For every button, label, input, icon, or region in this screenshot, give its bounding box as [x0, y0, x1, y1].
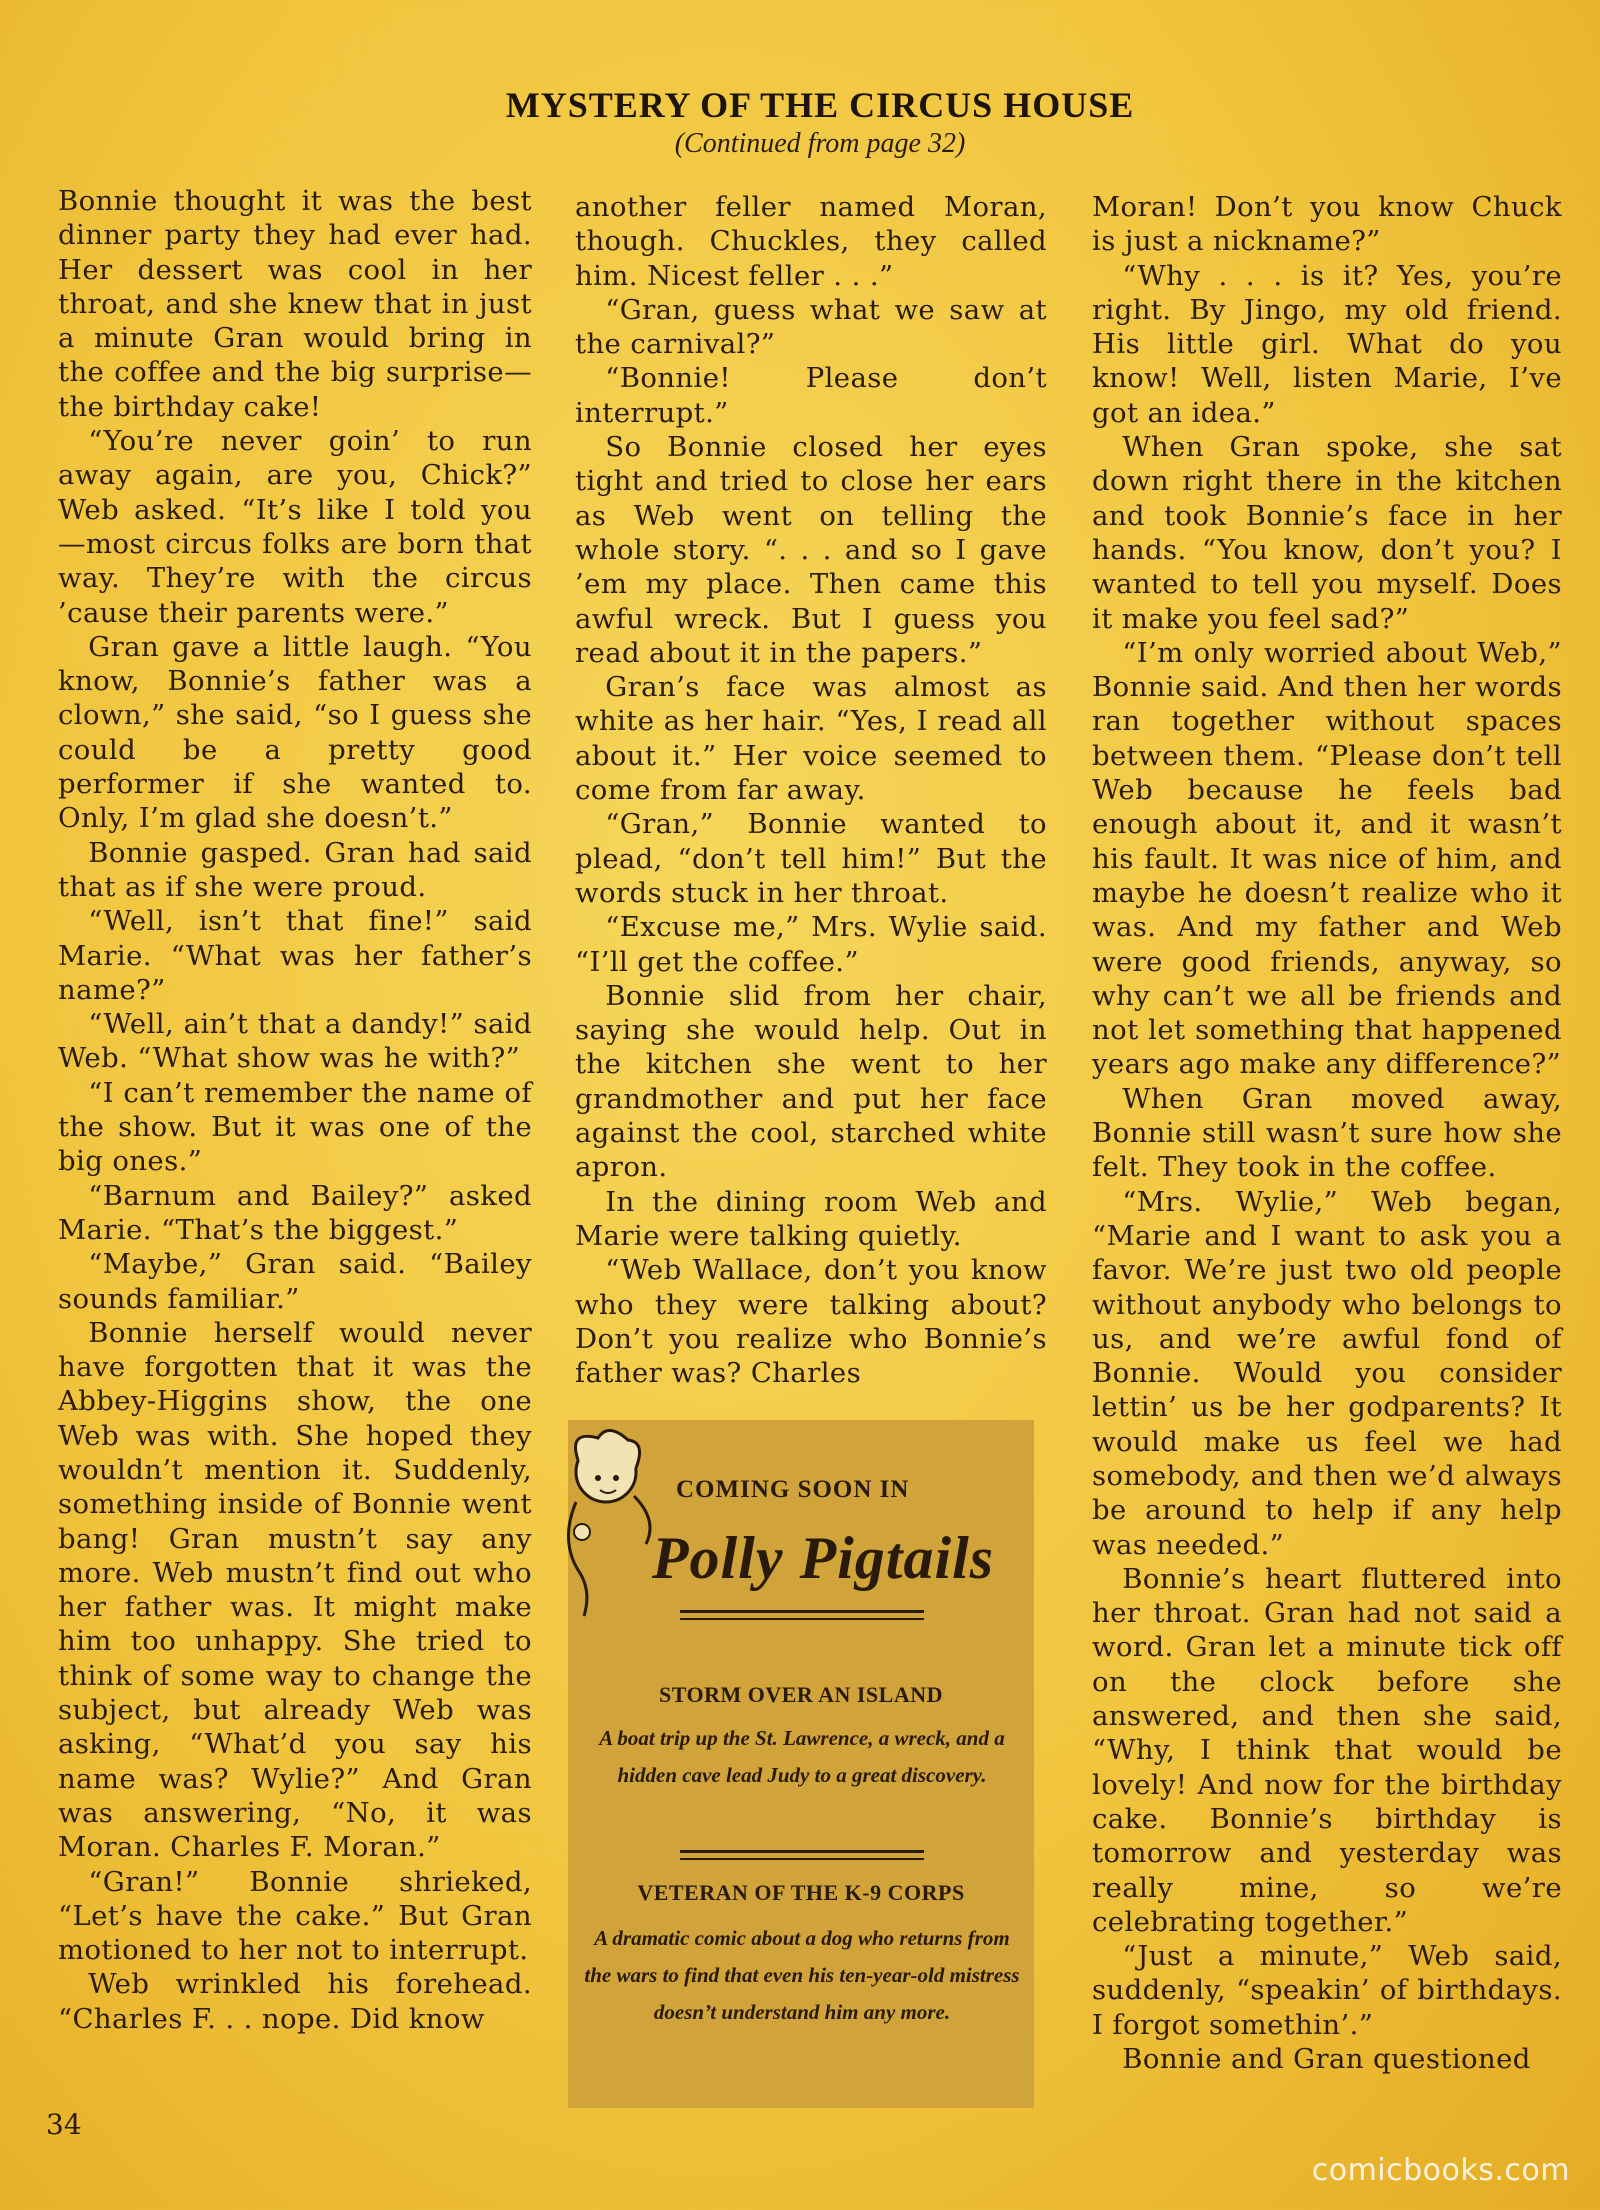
paragraph: “Gran!” Bonnie shrieked, “Let’s have the cake.” But Gran motioned to her not to interrupt. [58, 1865, 532, 1967]
text-column-1 [58, 184, 532, 2036]
ad-story-description: A dramatic comic about a dog who returns from the wars to find that even his ten-year-old mistress doesn’t understand him any more. [584, 1926, 1020, 2024]
paragraph: Bonnie herself would never have forgotten that it was the Abbey-Higgins show, the one Web was with. She hoped they wouldn’t mention it. Suddenly, something inside of Bonnie went bang! Gran mustn’t say any more. Web mustn’t find out who her father was. It might make him too unhappy. She tried to think of some way to change the subject, but already Web was asking, “What’d you say his name was? Wylie?” And Gran was answering, “No, it was Moran. Charles F. Moran.” [58, 1316, 532, 1864]
paragraph: Gran’s face was almost as white as her hair. “Yes, I read all about it.” Her voice seemed to come from far away. [575, 671, 1047, 807]
paragraph: “Gran,” Bonnie wanted to plead, “don’t tell him!” But the words stuck in her throat. [575, 808, 1047, 909]
page-title: MYSTERY OF THE CIRCUS HOUSE [505, 85, 1135, 125]
paragraph: “Well, isn’t that fine!” said Marie. “What was her father’s name?” [58, 905, 532, 1006]
paragraph: Bonnie thought it was the best dinner party they had ever had. Her dessert was cool in her throat, and she knew that in just a minute Gran would bring in the coffee and the big surprise—the birthday cake! [58, 185, 532, 423]
ad-brand-logo: Polly Pigtails [651, 1525, 995, 1591]
paragraph: “You’re never goin’ to run away again, are you, Chick?” Web asked. “It’s like I told you —most circus folks are born that way. They’re with the circus ’cause their parents were.” [58, 425, 532, 629]
paragraph: “Excuse me,” Mrs. Wylie said. “I’ll get the coffee.” [575, 911, 1047, 978]
paragraph: “Barnum and Bailey?” asked Marie. “That’s the biggest.” [58, 1179, 532, 1246]
ad-coming-soon: COMING SOON IN [676, 1476, 910, 1503]
paragraph: Gran gave a little laugh. “You know, Bonnie’s father was a clown,” she said, “so I guess she could be a pretty good performer if she wanted to. Only, I’m glad she doesn’t.” [58, 630, 532, 835]
paragraph: Bonnie’s heart fluttered into her throat. Gran had not said a word. Gran let a minute tick off on the clock before she answered, and then she said, “Why, I think that would be lovely! And now for the birthday cake. Bonnie’s birthday is tomorrow and yesterday was really mine, so we’re celebrating together.” [1092, 1562, 1562, 1938]
paragraph: “Well, ain’t that a dandy!” said Web. “What show was he with?” [58, 1008, 532, 1075]
text-column-2 [575, 190, 1047, 1390]
polly-pigtails-ad [568, 1420, 1034, 2108]
paragraph: When Gran spoke, she sat down right there in the kitchen and took Bonnie’s face in her hands. “You know, don’t you? I wanted to tell you myself. Does it make you feel sad?” [1092, 431, 1562, 635]
paragraph: Bonnie slid from her chair, saying she would help. Out in the kitchen she went to her grandmother and put her face against the cool, starched white apron. [575, 979, 1047, 1184]
ad-story-title: VETERAN OF THE K-9 CORPS [637, 1880, 965, 1905]
paragraph: “Why . . . is it? Yes, you’re right. By Jingo, my old friend. His little girl. What do you know! Well, listen Marie, I’ve got an idea.” [1092, 259, 1562, 429]
paragraph: When Gran moved away, Bonnie still wasn’t sure how she felt. They took in the coffee. [1092, 1082, 1562, 1184]
continued-note: (Continued from page 32) [674, 128, 966, 159]
divider [680, 1618, 924, 1620]
divider [680, 1610, 924, 1613]
paragraph: “Gran, guess what we saw at the carnival?” [575, 293, 1047, 361]
text-column-3 [1092, 190, 1562, 2076]
paragraph: “Web Wallace, don’t you know who they were talking about? Don’t you realize who Bonnie’s father was? Charles [575, 1254, 1047, 1390]
paragraph: Bonnie and Gran questioned [1122, 2043, 1531, 2076]
page-number: 34 [46, 2108, 82, 2141]
paragraph: Moran! Don’t you know Chuck is just a nickname?” [1092, 191, 1562, 258]
ad-story-description: A boat trip up the St. Lawrence, a wreck, and a hidden cave lead Judy to a great discovery. [599, 1726, 1005, 1787]
paragraph: “Maybe,” Gran said. “Bailey sounds familiar.” [58, 1248, 532, 1315]
ad-story-title: STORM OVER AN ISLAND [658, 1682, 944, 1707]
paragraph: Bonnie gasped. Gran had said that as if she were proud. [58, 836, 532, 903]
paragraph: “Bonnie! Please don’t interrupt.” [575, 362, 1047, 429]
watermark: comicbooks.com [1311, 2153, 1570, 2188]
paragraph: “I’m only worried about Web,” Bonnie said. And then her words ran together without spaces between them. “Please don’t tell Web because he feels bad enough about it, and it wasn’t his fault. It was nice of him, and maybe he doesn’t realize who it was. And my father and Web were good friends, anyway, so why can’t we all be friends and not let something that happened years ago make any difference?” [1092, 636, 1562, 1081]
divider [680, 1858, 924, 1860]
paragraph: “Just a minute,” Web said, suddenly, “speakin’ of birthdays. I forgot somethin’.” [1092, 1940, 1562, 2041]
pigtail-girl-mascot-icon [548, 1420, 668, 1620]
divider [680, 1850, 924, 1853]
paragraph: “I can’t remember the name of the show. But it was one of the big ones.” [58, 1076, 532, 1178]
paragraph: Web wrinkled his forehead. “Charles F. . . nope. Did know [58, 1968, 532, 2035]
paragraph: another feller named Moran, though. Chuckles, they called him. Nicest feller . . .” [575, 191, 1047, 292]
paragraph: So Bonnie closed her eyes tight and tried to close her ears as Web went on telling the whole story. “. . . and so I gave ’em my place. Then came this awful wreck. But I guess you read about it in the papers.” [575, 431, 1047, 669]
paragraph: “Mrs. Wylie,” Web began, “Marie and I want to ask you a favor. We’re just two old people without anybody who belongs to us, and we’re awful fond of Bonnie. Would you consider lettin’ us be her godparents? It would make us feel we had somebody, and then we’d always be around to help if any help was needed.” [1092, 1185, 1562, 1561]
paragraph: In the dining room Web and Marie were talking quietly. [575, 1185, 1047, 1252]
